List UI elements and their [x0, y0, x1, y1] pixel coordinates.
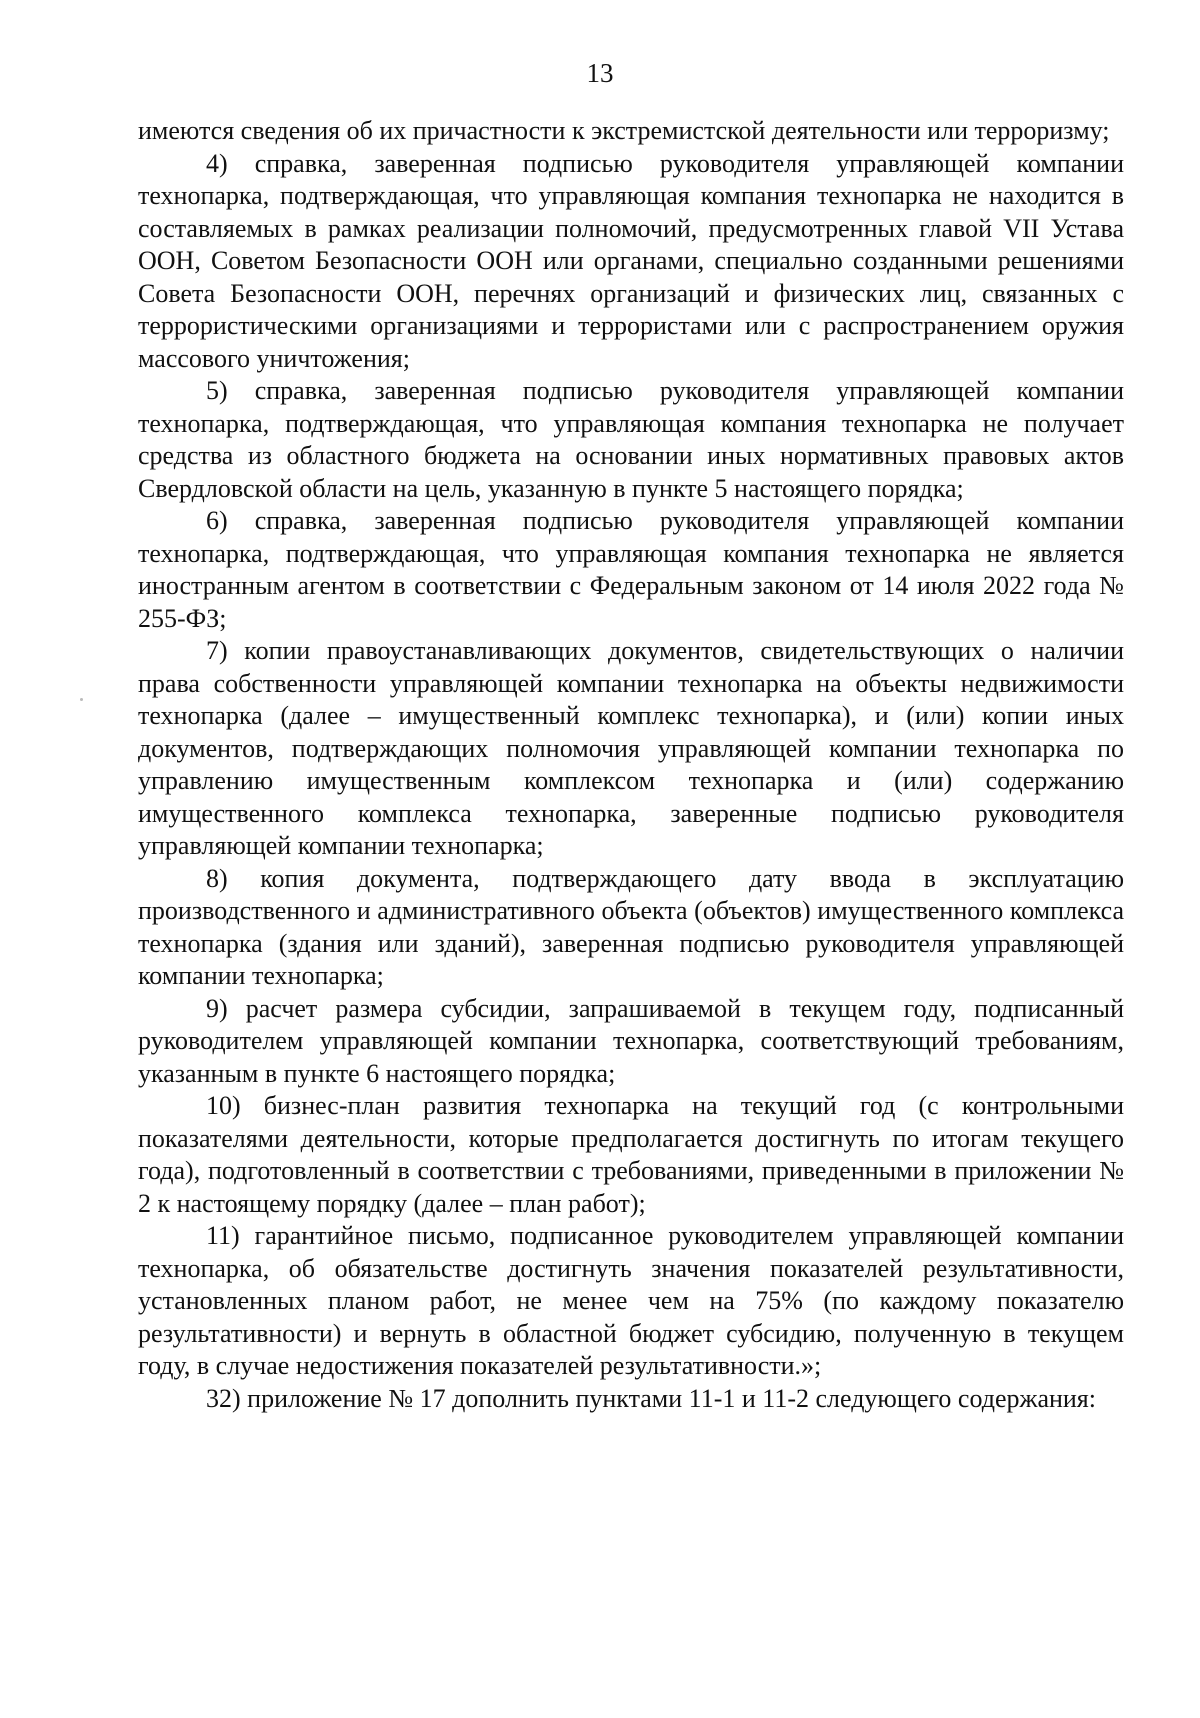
paragraph-continuation: имеются сведения об их причастности к экстремистской деятельности или терроризму; — [138, 116, 1110, 145]
document-body — [138, 115, 1124, 1415]
scan-speck — [80, 698, 83, 701]
list-item-7: 7) копии правоустанавливающих документов, свидетельствующих о наличии права собственности управляющей компании технопарка на объекты недвижимости технопарка (далее – имущественный комплекс технопарка), и (или) копии иных документов, подтверждающих полномочия управляющей компании технопарка по управлению имущественным комплексом технопарка и (или) содержанию имущественного комплекса технопарка, заверенные подписью руководителя управляющей компании технопарка; — [138, 636, 1124, 860]
list-item-4: 4) справка, заверенная подписью руководителя управляющей компании технопарка, подтверждающая, что управляющая компания технопарка не находится в составляемых в рамках реализации полномочий, предусмотренных главой VII Устава ООН, Советом Безопасности ООН или органами, специально созданными решениями Совета Безопасности ООН, перечнях организаций и физических лиц, связанных с террористическими организациями и террористами или с распространением оружия массового уничтожения; — [138, 148, 1124, 373]
amendment-item-32: 32) приложение № 17 дополнить пунктами 11-1 и 11-2 следующего содержания: — [206, 1383, 1096, 1413]
list-item-6: 6) справка, заверенная подписью руководителя управляющей компании технопарка, подтверждающая, что управляющая компания технопарка не является иностранным агентом в соответствии с Федеральным законом от 14 июля 2022 года № 255-ФЗ; — [138, 506, 1124, 633]
list-item-8: 8) копия документа, подтверждающего дату ввода в эксплуатацию производственного и административного объекта (объектов) имущественного комплекса технопарка (здания или зданий), заверенная подписью руководителя управляющей компании технопарка; — [138, 863, 1124, 990]
page-number: 13 — [586, 58, 614, 88]
list-item-10: 10) бизнес-план развития технопарка на текущий год (с контрольными показателями деятельности, которые предполагается достигнуть по итогам текущего года), подготовленный в соответствии с требованиями, приведенными в приложении № 2 к настоящему порядку (далее – план работ); — [138, 1091, 1124, 1218]
list-item-9: 9) расчет размера субсидии, запрашиваемой в текущем году, подписанный руководителем управляющей компании технопарка, соответствующий требованиям, указанным в пункте 6 настоящего порядка; — [138, 993, 1124, 1088]
list-item-5: 5) справка, заверенная подписью руководителя управляющей компании технопарка, подтверждающая, что управляющая компания технопарка не получает средства из областного бюджета на основании иных нормативных правовых актов Свердловской области на цель, указанную в пункте 5 настоящего порядка; — [138, 376, 1124, 503]
list-item-11: 11) гарантийное письмо, подписанное руководителем управляющей компании технопарка, об обязательстве достигнуть значения показателей результативности, установленных планом работ, не менее чем на 75% (по каждому показателю результативности) и вернуть в областной бюджет субсидию, полученную в текущем году, в случае недостижения показателей результативности.»; — [138, 1221, 1124, 1380]
